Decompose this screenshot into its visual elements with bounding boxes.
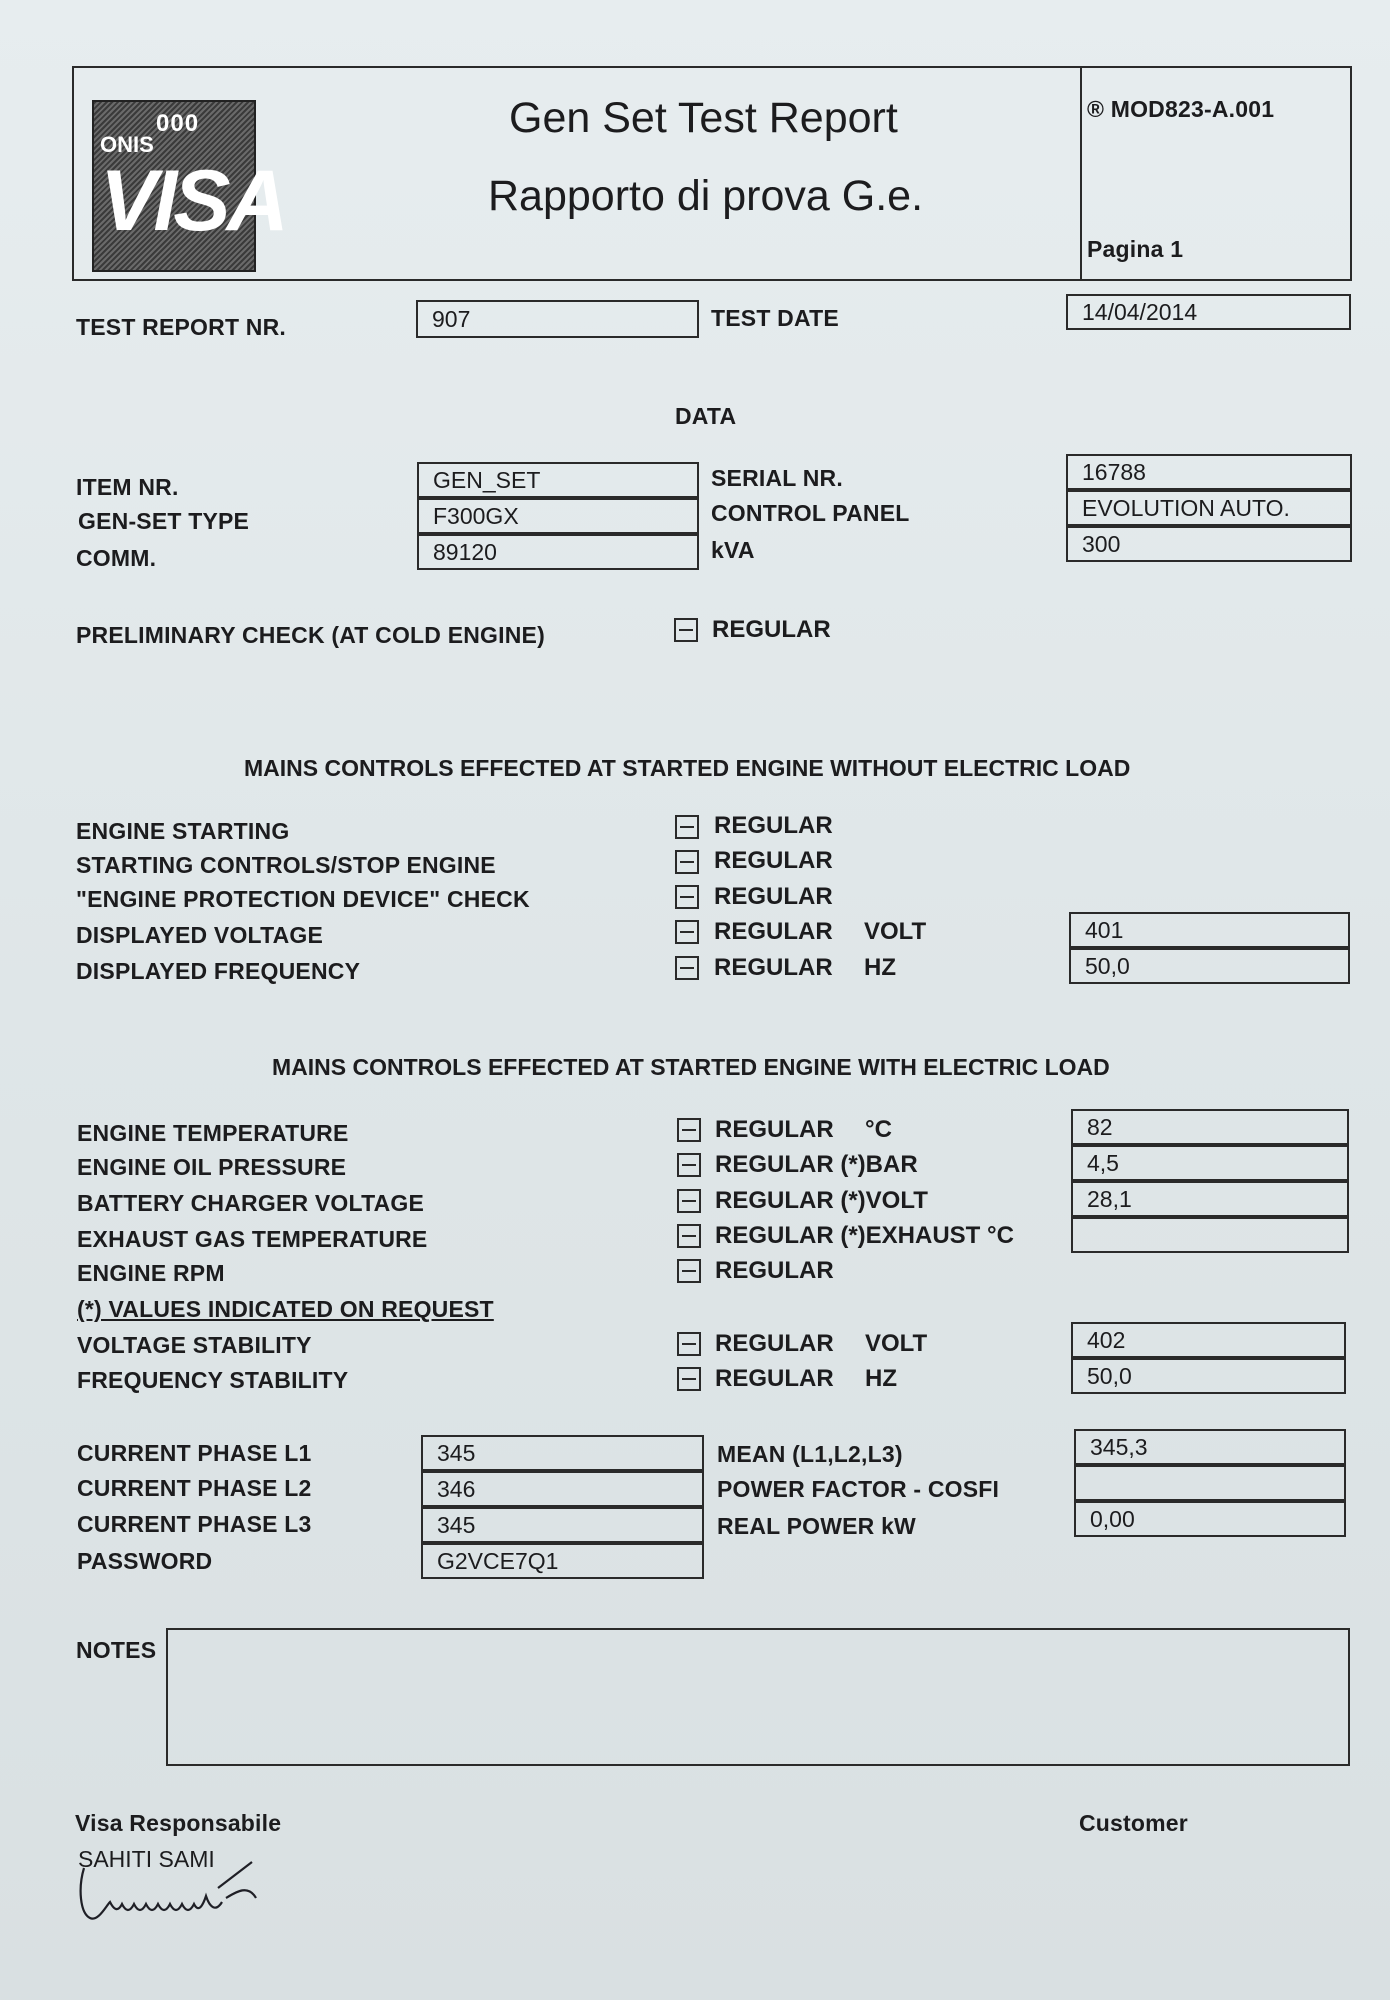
power-factor-label: POWER FACTOR - COSFI — [717, 1476, 1000, 1502]
logo-rings: 000 — [156, 110, 200, 137]
frequency-stability-field[interactable]: 50,0 — [1071, 1358, 1346, 1394]
item-nr-field[interactable]: GEN_SET — [417, 462, 699, 498]
current-l3-field[interactable]: 345 — [421, 1507, 704, 1543]
voltage-stability-field[interactable]: 402 — [1071, 1322, 1346, 1358]
logo-visa-text: VISA — [100, 153, 285, 249]
start-stop-label: STARTING CONTROLS/STOP ENGINE — [76, 852, 496, 878]
oil-pressure-checkbox[interactable] — [677, 1153, 701, 1177]
preliminary-check-status: REGULAR — [712, 616, 831, 643]
frequency-stability-checkbox[interactable] — [677, 1367, 701, 1391]
battery-charger-checkbox[interactable] — [677, 1189, 701, 1213]
voltage-stability-label: VOLTAGE STABILITY — [77, 1332, 312, 1358]
battery-charger-field[interactable]: 28,1 — [1071, 1181, 1349, 1217]
oil-pressure-field[interactable]: 4,5 — [1071, 1145, 1349, 1181]
values-on-request-note: (*) VALUES INDICATED ON REQUEST — [77, 1296, 494, 1322]
control-panel-field[interactable]: EVOLUTION AUTO. — [1066, 490, 1352, 526]
responsible-name: SAHITI SAMI — [78, 1846, 215, 1872]
displayed-voltage-status: REGULAR — [714, 918, 833, 945]
frequency-stability-label: FREQUENCY STABILITY — [77, 1367, 349, 1393]
no-load-section-title: MAINS CONTROLS EFFECTED AT STARTED ENGINE WITHOUT ELECTRIC LOAD — [244, 755, 1131, 781]
genset-type-field[interactable]: F300GX — [417, 498, 699, 534]
genset-type-label: GEN-SET TYPE — [78, 508, 250, 534]
protection-device-status: REGULAR — [714, 883, 833, 910]
test-date-label: TEST DATE — [711, 305, 839, 331]
engine-rpm-status: REGULAR — [715, 1257, 834, 1284]
engine-temperature-unit: °C — [865, 1116, 892, 1143]
customer-label: Customer — [1079, 1810, 1188, 1836]
oil-pressure-label: ENGINE OIL PRESSURE — [77, 1154, 347, 1180]
current-l2-field[interactable]: 346 — [421, 1471, 704, 1507]
password-field[interactable]: G2VCE7Q1 — [421, 1543, 704, 1579]
title-english: Gen Set Test Report — [509, 94, 898, 142]
page-label: Pagina 1 — [1087, 236, 1184, 262]
mean-label: MEAN (L1,L2,L3) — [717, 1441, 903, 1467]
oil-pressure-status: REGULAR (*)BAR — [715, 1151, 918, 1178]
engine-rpm-checkbox[interactable] — [677, 1259, 701, 1283]
protection-device-checkbox[interactable] — [675, 885, 699, 909]
displayed-voltage-field[interactable]: 401 — [1069, 912, 1350, 948]
current-l3-label: CURRENT PHASE L3 — [77, 1511, 312, 1537]
real-power-label: REAL POWER kW — [717, 1513, 916, 1539]
displayed-voltage-label: DISPLAYED VOLTAGE — [76, 922, 324, 948]
exhaust-gas-status: REGULAR (*)EXHAUST °C — [715, 1222, 1014, 1249]
control-panel-label: CONTROL PANEL — [711, 500, 910, 526]
current-l1-field[interactable]: 345 — [421, 1435, 704, 1471]
title-italian: Rapporto di prova G.e. — [488, 172, 924, 220]
comm-label: COMM. — [76, 545, 157, 571]
doc-code: ® MOD823-A.001 — [1087, 96, 1275, 122]
displayed-voltage-unit: VOLT — [864, 918, 927, 945]
logo-onis-text: ONIS — [100, 132, 154, 157]
with-load-section-title: MAINS CONTROLS EFFECTED AT STARTED ENGINE WITH ELECTRIC LOAD — [272, 1054, 1110, 1080]
test-date-field[interactable]: 14/04/2014 — [1066, 294, 1351, 330]
power-factor-field[interactable] — [1074, 1465, 1346, 1501]
exhaust-gas-checkbox[interactable] — [677, 1224, 701, 1248]
signature — [76, 1858, 266, 1928]
engine-temperature-field[interactable]: 82 — [1071, 1109, 1349, 1145]
displayed-voltage-checkbox[interactable] — [675, 920, 699, 944]
comm-field[interactable]: 89120 — [417, 534, 699, 570]
engine-temperature-status: REGULAR — [715, 1116, 834, 1143]
item-nr-label: ITEM NR. — [76, 474, 179, 500]
displayed-frequency-label: DISPLAYED FREQUENCY — [76, 958, 361, 984]
report-nr-label: TEST REPORT NR. — [76, 314, 287, 340]
password-label: PASSWORD — [77, 1548, 213, 1574]
protection-device-label: "ENGINE PROTECTION DEVICE" CHECK — [76, 886, 530, 912]
displayed-frequency-unit: HZ — [864, 954, 896, 981]
visa-logo — [92, 100, 285, 272]
engine-starting-checkbox[interactable] — [675, 815, 699, 839]
exhaust-gas-field[interactable] — [1071, 1217, 1349, 1253]
engine-temperature-checkbox[interactable] — [677, 1118, 701, 1142]
displayed-frequency-field[interactable]: 50,0 — [1069, 948, 1350, 984]
preliminary-check-checkbox[interactable] — [674, 618, 698, 642]
battery-charger-status: REGULAR (*)VOLT — [715, 1187, 928, 1214]
start-stop-checkbox[interactable] — [675, 850, 699, 874]
real-power-field[interactable]: 0,00 — [1074, 1501, 1346, 1537]
report-nr-field[interactable]: 907 — [416, 300, 699, 338]
notes-label: NOTES — [76, 1637, 157, 1663]
battery-charger-label: BATTERY CHARGER VOLTAGE — [77, 1190, 425, 1216]
kva-label: kVA — [711, 537, 755, 563]
serial-nr-label: SERIAL NR. — [711, 465, 843, 491]
notes-field[interactable] — [166, 1628, 1350, 1766]
responsible-label: Visa Responsabile — [75, 1810, 282, 1836]
voltage-stability-status: REGULAR — [715, 1330, 834, 1357]
engine-rpm-label: ENGINE RPM — [77, 1260, 225, 1286]
serial-nr-field[interactable]: 16788 — [1066, 454, 1352, 490]
current-l1-label: CURRENT PHASE L1 — [77, 1440, 312, 1466]
engine-starting-status: REGULAR — [714, 812, 833, 839]
frequency-stability-unit: HZ — [865, 1365, 897, 1392]
mean-field[interactable]: 345,3 — [1074, 1429, 1346, 1465]
voltage-stability-checkbox[interactable] — [677, 1332, 701, 1356]
engine-temperature-label: ENGINE TEMPERATURE — [77, 1120, 349, 1146]
data-section-title: DATA — [675, 403, 737, 429]
kva-field[interactable]: 300 — [1066, 526, 1352, 562]
preliminary-check-label: PRELIMINARY CHECK (AT COLD ENGINE) — [76, 622, 545, 648]
current-l2-label: CURRENT PHASE L2 — [77, 1475, 312, 1501]
engine-starting-label: ENGINE STARTING — [76, 818, 290, 844]
start-stop-status: REGULAR — [714, 847, 833, 874]
frequency-stability-status: REGULAR — [715, 1365, 834, 1392]
exhaust-gas-label: EXHAUST GAS TEMPERATURE — [77, 1226, 428, 1252]
displayed-frequency-checkbox[interactable] — [675, 956, 699, 980]
displayed-frequency-status: REGULAR — [714, 954, 833, 981]
header-divider — [1080, 66, 1082, 281]
voltage-stability-unit: VOLT — [865, 1330, 928, 1357]
